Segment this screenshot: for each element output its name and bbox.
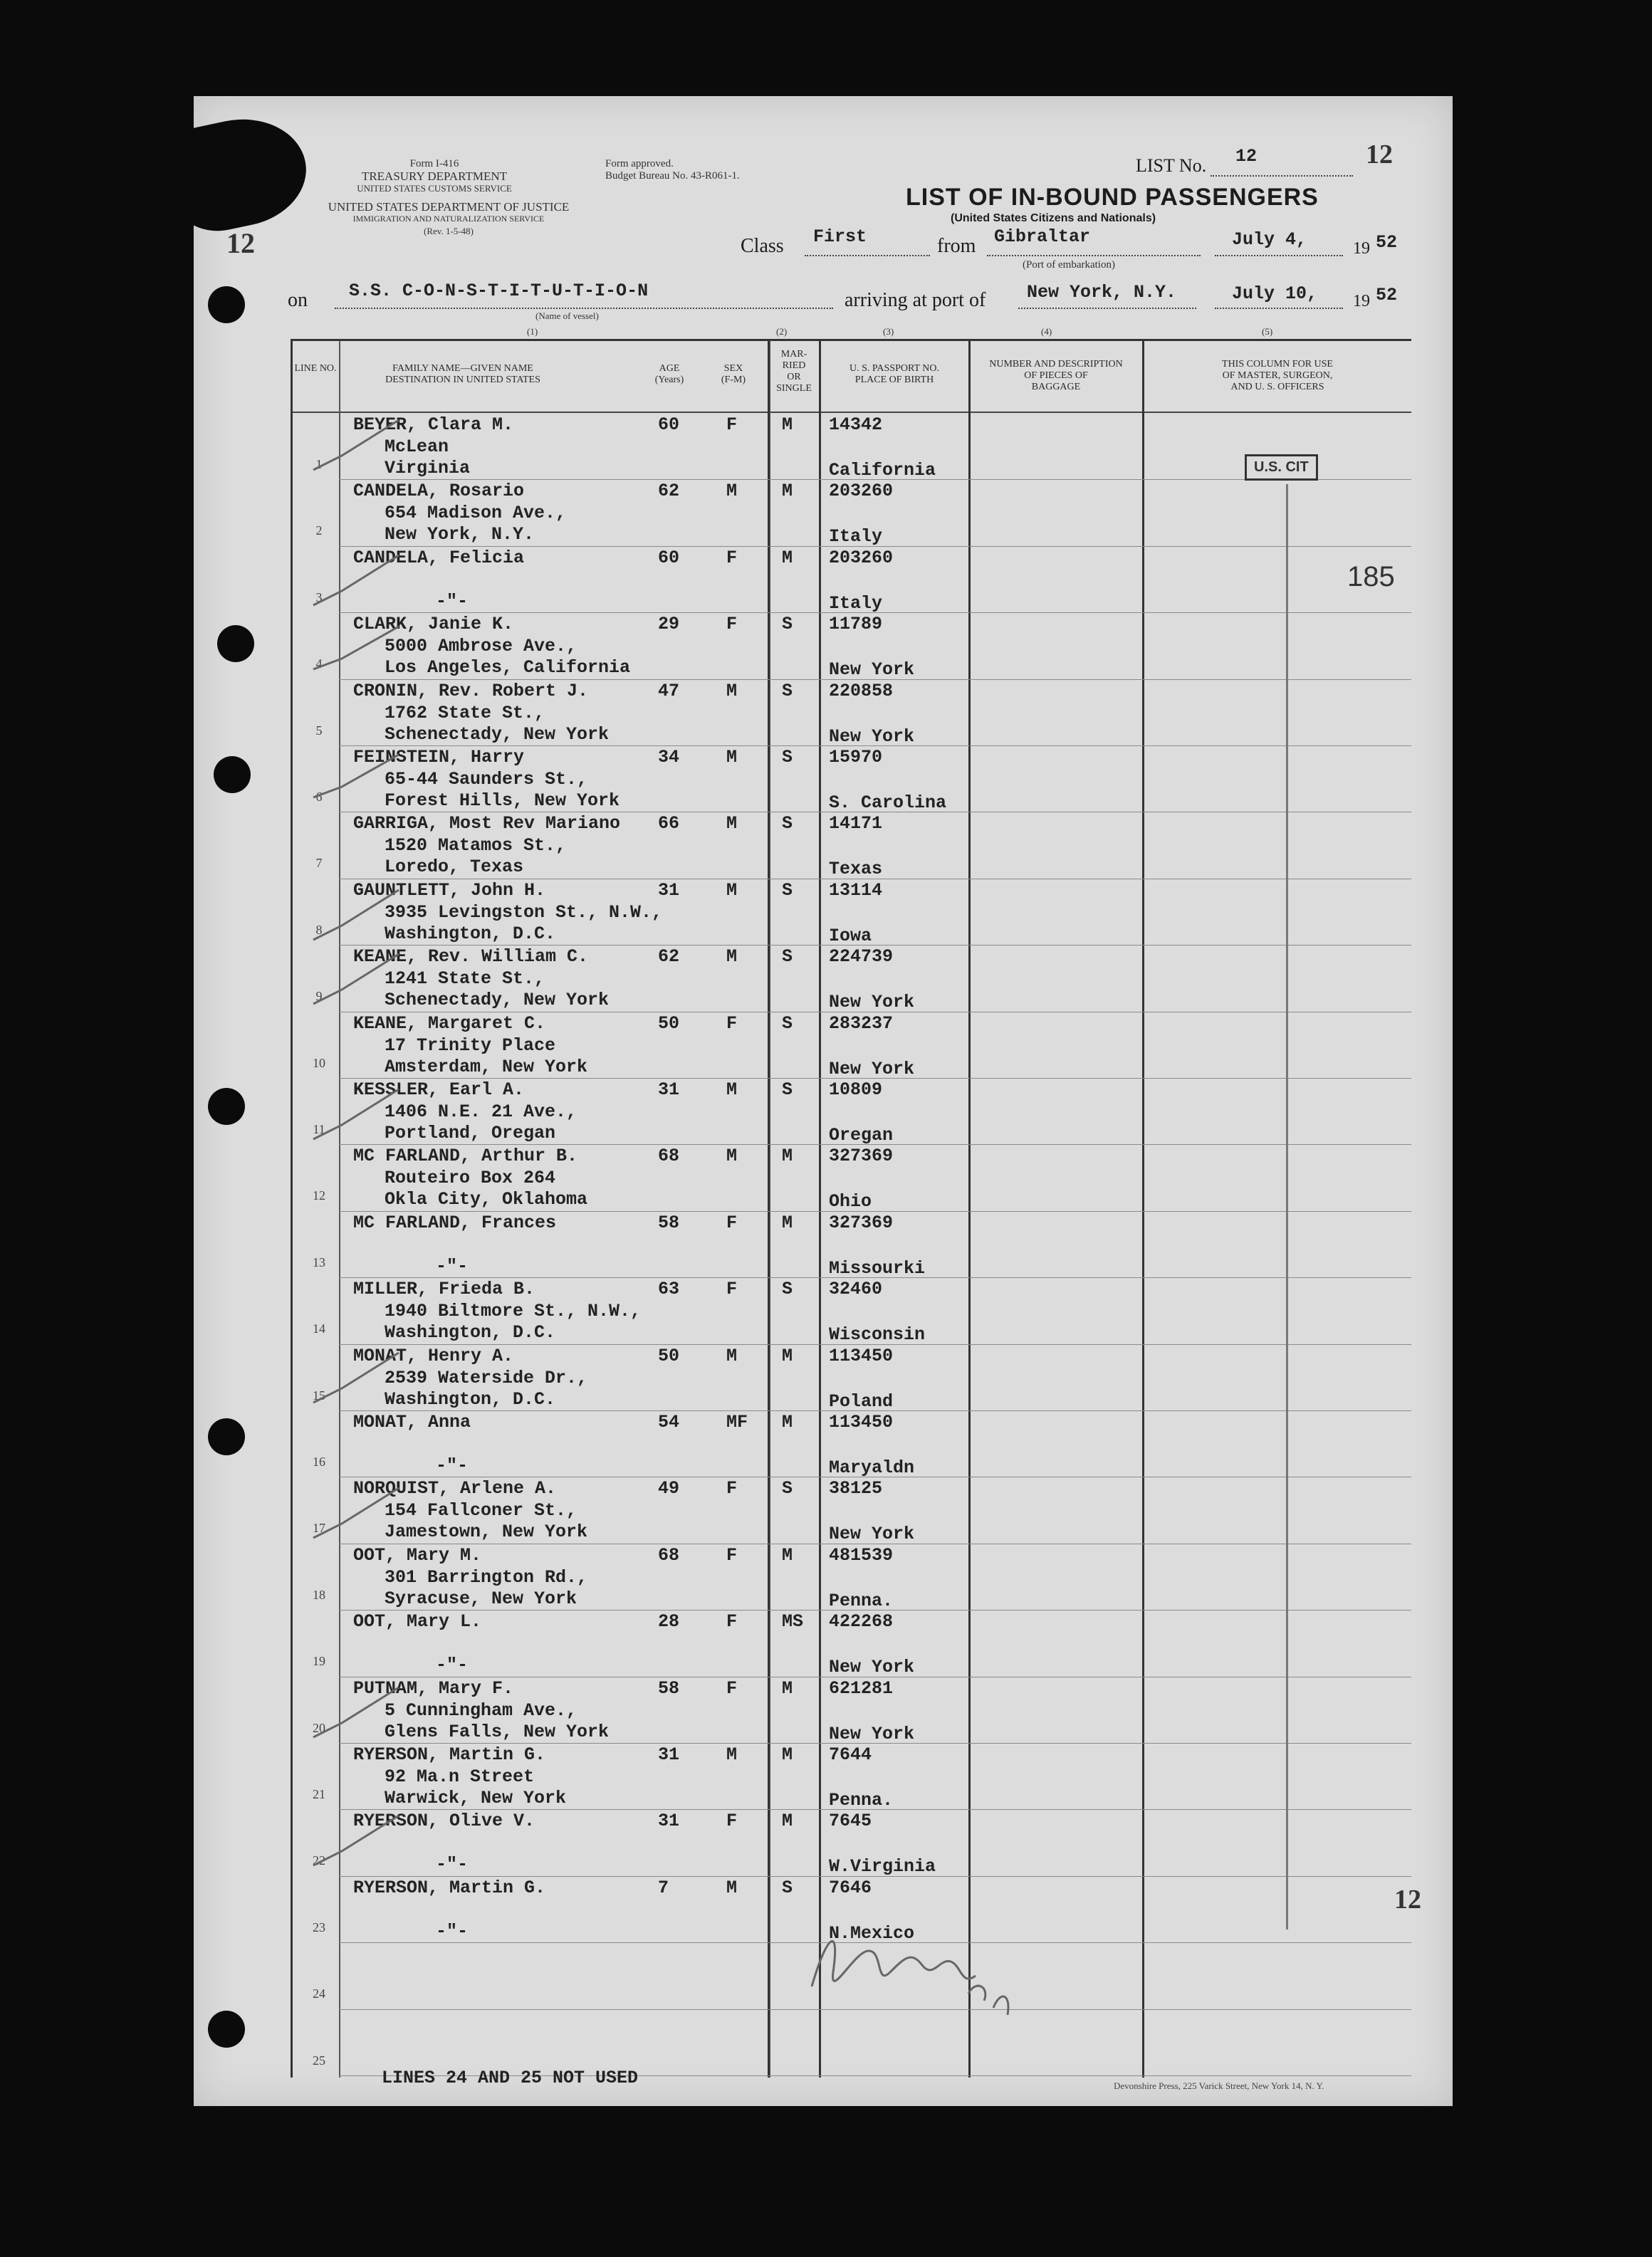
passenger-name: RYERSON, Olive V.	[353, 1811, 535, 1832]
destination-line-1: 654 Madison Ave.,	[385, 503, 567, 524]
passenger-name: MONAT, Anna	[353, 1412, 471, 1433]
place-of-birth: Italy	[829, 526, 883, 548]
age: 54	[658, 1412, 680, 1433]
departure-year-prefix: 19	[1353, 239, 1370, 258]
age: 68	[658, 1544, 680, 1566]
age: 31	[658, 879, 680, 901]
passenger-name: KEANE, Margaret C.	[353, 1012, 546, 1034]
us-cit-stamp	[1245, 454, 1318, 481]
destination-line-1: 3935 Levingston St., N.W.,	[385, 901, 663, 923]
passport-number: 11789	[829, 614, 883, 635]
age: 28	[658, 1611, 680, 1633]
header-passport	[820, 363, 968, 386]
margin-number-185: 185	[1347, 561, 1395, 592]
header-officers-line2: OF MASTER, SURGEON,	[1222, 370, 1333, 381]
row-line-number: 11	[313, 1122, 325, 1136]
passport-number: 113450	[829, 1345, 894, 1366]
sex: M	[726, 879, 738, 901]
passenger-name: KEANE, Rev. William C.	[353, 946, 589, 968]
marital-status: S	[782, 747, 793, 768]
destination-line-1: 1520 Matamos St.,	[385, 835, 567, 857]
col-number-3: (3)	[883, 326, 894, 337]
row-line-number: 24	[313, 1986, 325, 2001]
sex: M	[726, 1079, 738, 1100]
table-header-rule	[291, 412, 1411, 413]
place-of-birth: Italy	[829, 592, 883, 614]
punch-hole	[208, 1088, 245, 1125]
place-of-birth: Missourki	[829, 1257, 926, 1279]
passenger-name: CANDELA, Rosario	[353, 481, 525, 502]
pencil-line	[1286, 484, 1288, 1929]
place-of-birth: Oregan	[829, 1125, 894, 1146]
departure-date: July 4,	[1232, 229, 1307, 250]
place-of-birth: New York	[829, 659, 915, 681]
sex: M	[726, 747, 738, 768]
header-baggage-line2: OF PIECES OF	[1024, 370, 1088, 381]
sex: F	[726, 614, 738, 635]
justice-block	[285, 201, 612, 237]
marital-status: MS	[782, 1611, 804, 1633]
row-line-number: 15	[313, 1388, 325, 1403]
passenger-name: RYERSON, Martin G.	[353, 1877, 546, 1898]
row-line-number: 23	[313, 1920, 325, 1934]
col-number-5: (5)	[1262, 326, 1273, 337]
passenger-name: CANDELA, Felicia	[353, 547, 525, 568]
marital-status: S	[782, 946, 793, 968]
pencil-signature	[798, 1908, 1054, 2036]
marital-status: S	[782, 1012, 793, 1034]
printer-credit: Devonshire Press, 225 Varick Street, New York 14, N. Y.	[1114, 2080, 1324, 2091]
row-line-number: 3	[315, 590, 323, 604]
header-baggage-line1: NUMBER AND DESCRIPTION	[989, 359, 1123, 370]
age: 58	[658, 1677, 680, 1699]
header-age-line1: AGE	[659, 363, 680, 374]
header-baggage-line3: BAGGAGE	[1031, 382, 1081, 392]
row-line-number: 6	[315, 790, 323, 804]
row-line-number: 25	[313, 2053, 325, 2068]
header-age	[641, 363, 698, 386]
destination-line-1: Routeiro Box 264	[385, 1168, 556, 1189]
punch-hole	[208, 286, 245, 323]
destination-line-2: Loredo, Texas	[385, 857, 524, 878]
vessel-name: S.S. C-O-N-S-T-I-T-U-T-I-O-N	[349, 281, 649, 301]
passport-number: 422268	[829, 1611, 894, 1633]
marital-status: M	[782, 547, 793, 568]
sex: F	[726, 1212, 738, 1233]
document-subtitle: (United States Citizens and Nationals)	[951, 212, 1156, 224]
departure-year-suffix: 52	[1376, 232, 1398, 253]
destination-line-2: Jamestown, New York	[385, 1522, 588, 1543]
punch-hole	[208, 2011, 245, 2048]
passenger-name: GARRIGA, Most Rev Mariano	[353, 813, 621, 834]
vessel-line	[335, 308, 833, 309]
place-of-birth: New York	[829, 1657, 915, 1678]
marital-status: M	[782, 1744, 793, 1765]
place-of-birth: New York	[829, 1058, 915, 1079]
sex: F	[726, 1279, 738, 1300]
punch-hole	[208, 1418, 245, 1455]
customs-service: UNITED STATES CUSTOMS SERVICE	[357, 183, 512, 194]
header-line-no	[292, 363, 339, 375]
marital-status: M	[782, 1212, 793, 1233]
passenger-name: RYERSON, Martin G.	[353, 1744, 546, 1765]
marital-status: S	[782, 813, 793, 834]
bottom-right-number: 12	[1394, 1885, 1421, 1915]
header-line-no-text: LINE NO.	[294, 363, 337, 374]
list-no-line	[1211, 175, 1353, 177]
from-value: Gibraltar	[994, 226, 1091, 247]
sex: F	[726, 414, 738, 435]
age: 60	[658, 414, 680, 435]
sex: F	[726, 1012, 738, 1034]
passenger-name: PUTNAM, Mary F.	[353, 1677, 514, 1699]
place-of-birth: New York	[829, 992, 915, 1013]
from-label: from	[937, 235, 976, 257]
place-of-birth: N.Mexico	[829, 1922, 915, 1944]
age: 49	[658, 1478, 680, 1499]
row-line-number: 5	[315, 723, 323, 738]
destination-line-1: McLean	[385, 436, 449, 457]
destination-line-2: Okla City, Oklahoma	[385, 1189, 588, 1210]
age: 58	[658, 1212, 680, 1233]
row-line-number: 10	[313, 1055, 325, 1070]
age: 29	[658, 614, 680, 635]
approval-block	[605, 158, 740, 182]
passport-number: 224739	[829, 946, 894, 968]
sex: M	[726, 1877, 738, 1898]
passport-number: 13114	[829, 879, 883, 901]
passenger-name: KESSLER, Earl A.	[353, 1079, 525, 1100]
age: 47	[658, 680, 680, 701]
destination-line-2: -"-	[436, 590, 469, 612]
sex: F	[726, 1478, 738, 1499]
destination-line-1: 17 Trinity Place	[385, 1035, 556, 1056]
justice-dept: UNITED STATES DEPARTMENT OF JUSTICE	[328, 200, 570, 214]
header-name	[342, 363, 584, 386]
corner-number: 12	[1366, 140, 1393, 169]
header-married-line1: MAR-	[780, 349, 807, 360]
marital-status: S	[782, 1279, 793, 1300]
destination-line-2: Virginia	[385, 458, 471, 478]
header-name-line1: FAMILY NAME—GIVEN NAME	[392, 363, 533, 374]
place-of-birth: Iowa	[829, 925, 872, 946]
header-sex	[705, 363, 762, 386]
passenger-name: MONAT, Henry A.	[353, 1345, 514, 1366]
place-of-birth: New York	[829, 726, 915, 747]
age: 31	[658, 1079, 680, 1100]
row-separator	[339, 945, 1411, 946]
ins-service: IMMIGRATION AND NATURALIZATION SERVICE	[352, 214, 545, 224]
destination-line-2: Washington, D.C.	[385, 1322, 556, 1344]
col-number-4: (4)	[1041, 326, 1052, 337]
passport-number: 32460	[829, 1279, 883, 1300]
passenger-name: MILLER, Frieda B.	[353, 1279, 535, 1300]
destination-line-1: 5 Cunningham Ave.,	[385, 1700, 577, 1721]
destination-line-2: Warwick, New York	[385, 1788, 567, 1808]
destination-line-2: Los Angeles, California	[385, 657, 631, 679]
row-line-number: 19	[313, 1654, 325, 1669]
passport-number: 38125	[829, 1478, 883, 1499]
header-name-line2: DESTINATION IN UNITED STATES	[385, 375, 540, 385]
header-married	[769, 349, 819, 394]
passenger-name: CLARK, Janie K.	[353, 614, 514, 635]
row-line-number: 21	[313, 1787, 325, 1801]
vessel-caption: (Name of vessel)	[535, 310, 599, 321]
class-value: First	[813, 226, 867, 247]
check-marks	[299, 413, 456, 1951]
destination-line-2: -"-	[436, 1920, 469, 1942]
row-line-number: 14	[313, 1321, 325, 1336]
row-line-number: 12	[313, 1188, 325, 1203]
destination-line-1: 1241 State St.,	[385, 968, 545, 990]
passenger-name: FEINSTEIN, Harry	[353, 747, 525, 768]
rev-date: (Rev. 1-5-48)	[424, 226, 474, 236]
row-line-number: 20	[313, 1720, 325, 1735]
marital-status: M	[782, 1677, 793, 1699]
row-line-number: 9	[315, 989, 323, 1004]
passenger-name: BEYER, Clara M.	[353, 414, 514, 435]
place-of-birth: S. Carolina	[829, 792, 947, 813]
age: 60	[658, 547, 680, 568]
col-divider-passport	[819, 340, 821, 2078]
sex: MF	[726, 1412, 748, 1433]
row-line-number: 8	[315, 922, 323, 937]
passport-number: 10809	[829, 1079, 883, 1100]
sex: M	[726, 680, 738, 701]
footer-note: LINES 24 AND 25 NOT USED	[382, 2068, 639, 2088]
destination-line-1: 1762 State St.,	[385, 702, 545, 723]
destination-line-2: Syracuse, New York	[385, 1588, 577, 1609]
age: 62	[658, 481, 680, 502]
marital-status: S	[782, 879, 793, 901]
form-number-block	[328, 158, 541, 194]
row-line-number: 17	[313, 1521, 325, 1536]
marital-status: S	[782, 614, 793, 635]
sex: F	[726, 547, 738, 568]
destination-line-2: Schenectady, New York	[385, 990, 610, 1011]
arrival-port-line	[1018, 308, 1196, 309]
destination-line-1: 1940 Biltmore St., N.W.,	[385, 1301, 642, 1322]
arrival-year-prefix: 19	[1353, 292, 1370, 310]
departure-date-line	[1215, 255, 1343, 256]
destination-line-2: Washington, D.C.	[385, 1388, 556, 1410]
place-of-birth: Penna.	[829, 1590, 894, 1611]
header-passport-line1: U. S. PASSPORT NO.	[849, 363, 939, 374]
age: 50	[658, 1345, 680, 1366]
col-number-1: (1)	[527, 326, 538, 337]
marital-status: M	[782, 414, 793, 435]
arrival-year-suffix: 52	[1376, 285, 1398, 305]
left-margin-number: 12	[226, 227, 255, 259]
marital-status: M	[782, 481, 793, 502]
sex: M	[726, 1744, 738, 1765]
destination-line-2: New York, N.Y.	[385, 524, 535, 545]
age: 34	[658, 747, 680, 768]
passport-number: 7645	[829, 1811, 872, 1832]
destination-line-2: Schenectady, New York	[385, 723, 610, 745]
passport-number: 220858	[829, 680, 894, 701]
sex: M	[726, 481, 738, 502]
age: 7	[658, 1877, 669, 1898]
marital-status: M	[782, 1811, 793, 1832]
passenger-name: MC FARLAND, Frances	[353, 1212, 557, 1233]
list-no-value: 12	[1235, 146, 1258, 167]
destination-line-2: Amsterdam, New York	[385, 1056, 588, 1077]
place-of-birth: Poland	[829, 1391, 894, 1412]
age: 50	[658, 1012, 680, 1034]
form-number: Form I-416	[409, 158, 459, 169]
port-caption: (Port of embarkation)	[1023, 259, 1115, 271]
passenger-name: GAUNTLETT, John H.	[353, 879, 546, 901]
passport-number: 327369	[829, 1212, 894, 1233]
header-married-line2: RIED	[782, 360, 806, 371]
header-age-line2: (Years)	[654, 375, 684, 385]
header-married-line3: OR	[787, 372, 801, 382]
class-line	[805, 255, 930, 256]
marital-status: S	[782, 680, 793, 701]
place-of-birth: Penna.	[829, 1790, 894, 1811]
sex: M	[726, 1146, 738, 1167]
arrival-date-line	[1215, 308, 1343, 309]
sex: M	[726, 946, 738, 968]
form-approved: Form approved.	[605, 158, 674, 169]
sex: M	[726, 813, 738, 834]
table-top-rule	[291, 339, 1411, 341]
destination-line-2: Washington, D.C.	[385, 923, 556, 944]
age: 31	[658, 1744, 680, 1765]
destination-line-1: 154 Fallconer St.,	[385, 1500, 577, 1522]
row-separator	[339, 1211, 1411, 1212]
col-number-2: (2)	[776, 326, 788, 337]
from-line	[987, 255, 1201, 256]
passport-number: 7644	[829, 1744, 872, 1765]
age: 31	[658, 1811, 680, 1832]
arrival-date: July 10,	[1232, 283, 1318, 304]
passenger-name: CRONIN, Rev. Robert J.	[353, 680, 589, 701]
place-of-birth: W.Virginia	[829, 1856, 936, 1878]
row-line-number: 7	[315, 856, 323, 871]
passport-number: 113450	[829, 1412, 894, 1433]
header-officers-line3: AND U. S. OFFICERS	[1230, 382, 1324, 392]
row-line-number: 4	[315, 656, 323, 671]
marital-status: M	[782, 1146, 793, 1167]
table-left-border	[291, 340, 293, 2078]
list-no-label: LIST No.	[1136, 155, 1207, 176]
sex: F	[726, 1811, 738, 1832]
passenger-name: MC FARLAND, Arthur B.	[353, 1146, 578, 1167]
header-baggage	[970, 359, 1142, 393]
col-divider-baggage	[968, 340, 971, 2078]
destination-line-2: Forest Hills, New York	[385, 790, 620, 811]
age: 66	[658, 813, 680, 834]
row-line-number: 2	[315, 523, 323, 538]
row-line-number: 22	[313, 1853, 325, 1868]
passport-number: 621281	[829, 1677, 894, 1699]
document-title: LIST OF IN-BOUND PASSENGERS	[906, 184, 1319, 211]
passport-number: 15970	[829, 747, 883, 768]
col-divider-officers	[1142, 340, 1144, 2078]
sex: F	[726, 1677, 738, 1699]
passenger-name: OOT, Mary M.	[353, 1544, 482, 1566]
sex: F	[726, 1611, 738, 1633]
destination-line-1: 301 Barrington Rd.,	[385, 1566, 588, 1588]
passenger-name: OOT, Mary L.	[353, 1611, 482, 1633]
destination-line-1: 5000 Ambrose Ave.,	[385, 636, 577, 657]
passport-number: 14342	[829, 414, 883, 435]
on-label: on	[288, 289, 308, 311]
age: 68	[658, 1146, 680, 1167]
destination-line-2: -"-	[436, 1655, 469, 1676]
sex: F	[726, 1544, 738, 1566]
passport-number: 481539	[829, 1544, 894, 1566]
arrival-port: New York, N.Y.	[1027, 282, 1177, 303]
destination-line-1: 1406 N.E. 21 Ave.,	[385, 1101, 577, 1122]
col-divider-married	[768, 340, 770, 2078]
passport-number: 14171	[829, 813, 883, 834]
passenger-name: NORQUIST, Arlene A.	[353, 1478, 557, 1499]
passport-number: 203260	[829, 547, 894, 568]
passport-number: 327369	[829, 1146, 894, 1167]
row-line-number: 1	[315, 457, 323, 471]
destination-line-2: -"-	[436, 1255, 469, 1277]
marital-status: M	[782, 1412, 793, 1433]
row-line-number: 13	[313, 1255, 325, 1269]
age: 62	[658, 946, 680, 968]
class-label: Class	[741, 235, 784, 257]
destination-line-2: -"-	[436, 1455, 469, 1476]
place-of-birth: Texas	[829, 859, 883, 880]
destination-line-1: 65-44 Saunders St.,	[385, 769, 588, 790]
header-sex-line2: (F-M)	[721, 375, 746, 385]
place-of-birth: Wisconsin	[829, 1324, 926, 1346]
marital-status: S	[782, 1478, 793, 1499]
sex: M	[726, 1345, 738, 1366]
header-officers-line1: THIS COLUMN FOR USE	[1222, 359, 1333, 370]
destination-line-2: Glens Falls, New York	[385, 1721, 610, 1742]
place-of-birth: California	[829, 460, 936, 481]
destination-line-2: -"-	[436, 1854, 469, 1875]
arriving-label: arriving at port of	[845, 289, 986, 311]
row-line-number: 16	[313, 1455, 325, 1469]
header-passport-line2: PLACE OF BIRTH	[854, 375, 934, 385]
budget-bureau: Budget Bureau No. 43-R061-1.	[605, 170, 740, 182]
place-of-birth: New York	[829, 1723, 915, 1744]
destination-line-2: Portland, Oregan	[385, 1123, 556, 1143]
destination-line-1: 2539 Waterside Dr.,	[385, 1367, 588, 1388]
header-sex-line1: SEX	[723, 363, 743, 374]
passport-number: 283237	[829, 1012, 894, 1034]
age: 63	[658, 1279, 680, 1300]
place-of-birth: Maryaldn	[829, 1457, 915, 1478]
marital-status: M	[782, 1544, 793, 1566]
marital-status: S	[782, 1079, 793, 1100]
row-line-number: 18	[313, 1587, 325, 1602]
passport-number: 7646	[829, 1877, 872, 1898]
place-of-birth: Ohio	[829, 1191, 872, 1213]
us-cit-stamp-text: U.S. CIT	[1254, 459, 1309, 475]
header-officers	[1144, 359, 1411, 393]
passport-number: 203260	[829, 481, 894, 502]
header-married-line4: SINGLE	[776, 383, 812, 394]
place-of-birth: New York	[829, 1524, 915, 1545]
treasury-dept: TREASURY DEPARTMENT	[361, 169, 508, 183]
punch-hole	[214, 756, 251, 793]
punch-hole	[217, 625, 254, 662]
destination-line-1: 92 Ma.n Street	[385, 1766, 535, 1787]
marital-status: M	[782, 1345, 793, 1366]
marital-status: S	[782, 1877, 793, 1898]
